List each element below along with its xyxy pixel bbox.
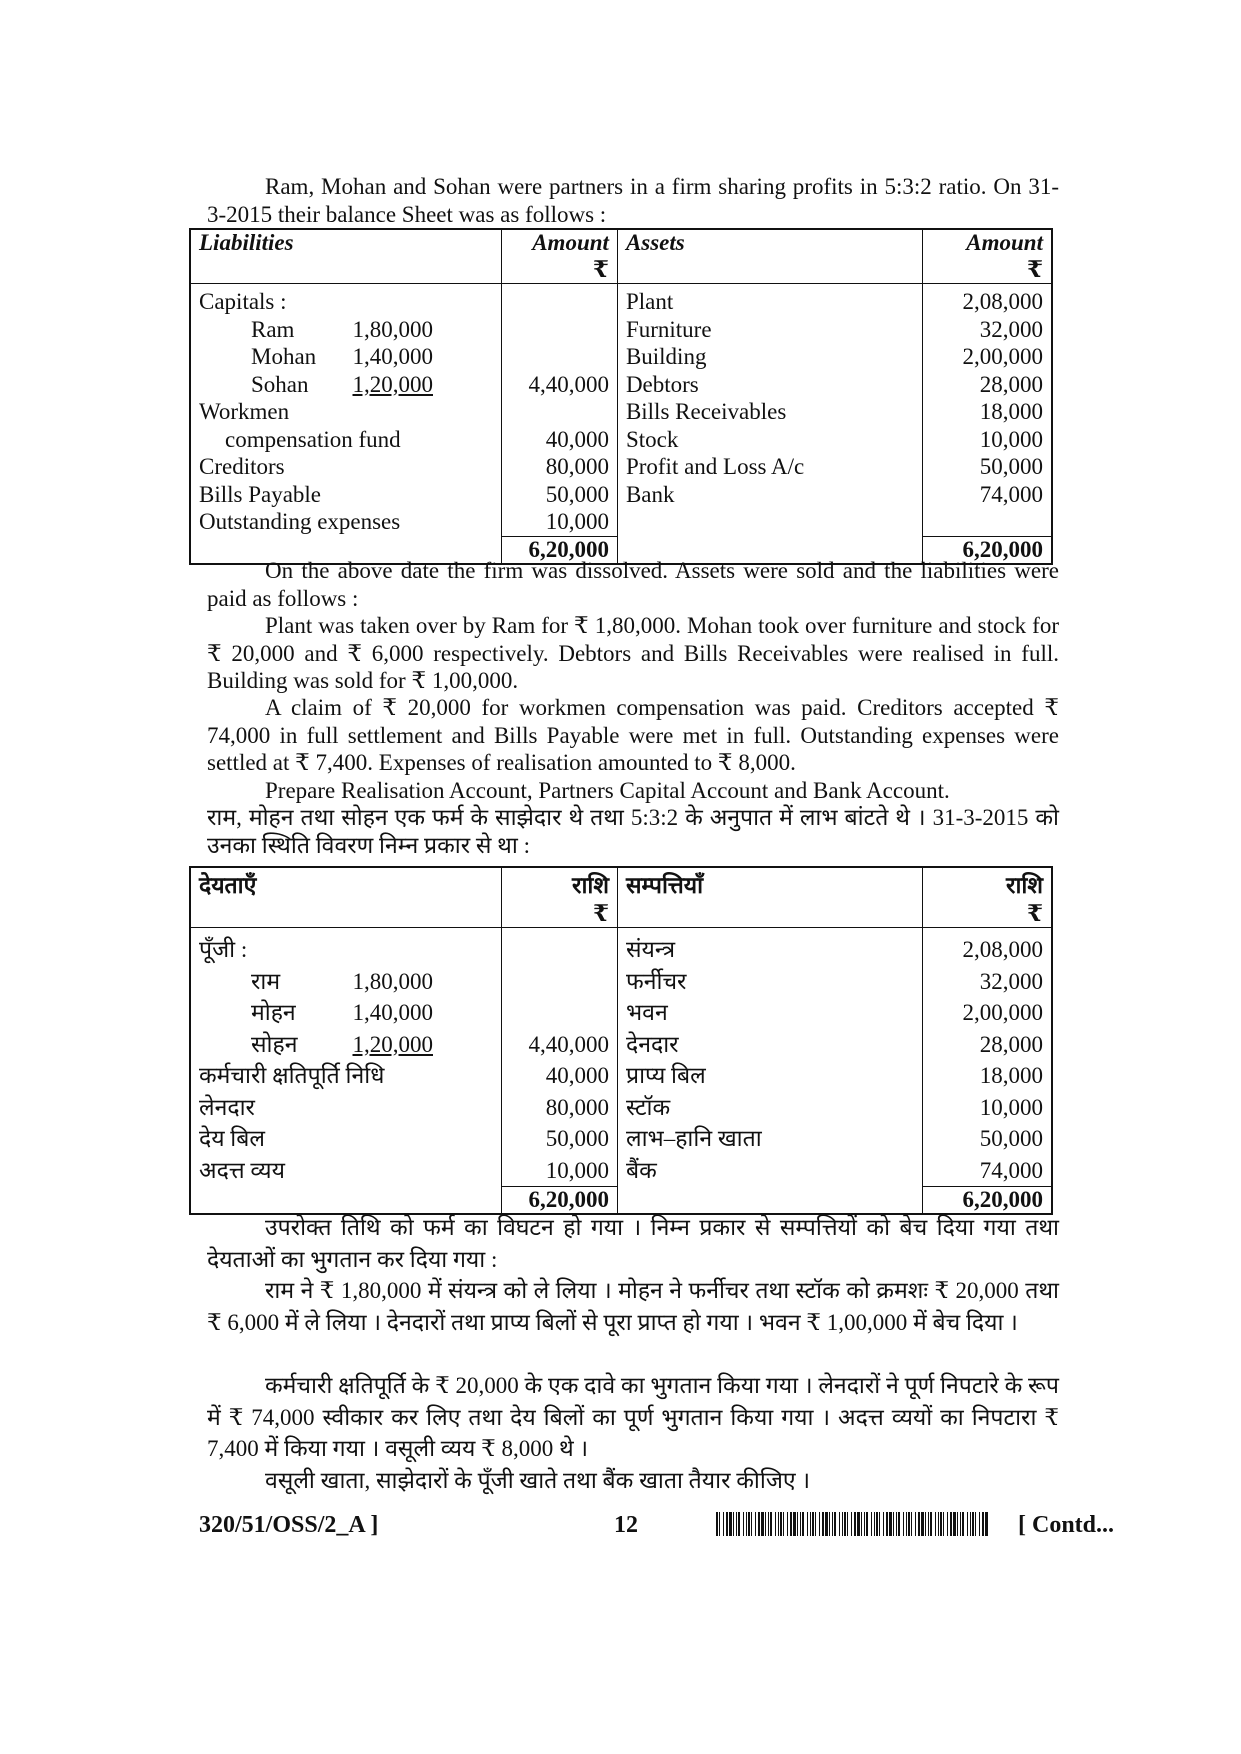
english-para-1: On the above date the firm was dissolved. Assets were sold and the liabilities were paid as follows : (207, 558, 1059, 611)
page-number: 12 (614, 1512, 638, 1538)
header-liabilities-hi: देयताएँ (190, 867, 502, 928)
continued-label: [ Contd... (1018, 1512, 1115, 1538)
english-balance-sheet (189, 228, 1053, 565)
hindi-para-1: उपरोक्त तिथि को फर्म का विघटन हो गया । निम्न प्रकार से सम्पत्तियों को बेच दिया गया तथा देयताओं का भुगतान कर दिया गया : (207, 1215, 1059, 1272)
header-liabilities: Liabilities (190, 229, 502, 284)
assets-total: 6,20,000 (922, 536, 1052, 564)
hindi-para-3: कर्मचारी क्षतिपूर्ति के ₹ 20,000 के एक दावे का भुगतान किया गया । लेनदारों ने पूर्ण निपटारे के रूप में ₹ 74,000 स्वीकार कर लिए तथा देय बिलों का पूर्ण भुगतान किया गया । अदत्त व्ययों का निपटारा ₹ 7,400 में किया गया । वसूली व्यय ₹ 8,000 थे । (207, 1373, 1059, 1461)
paper-code: 320/51/OSS/2_A ] (199, 1512, 379, 1538)
liabilities-total: 6,20,000 (502, 536, 618, 564)
header-amount-hi: राशि ₹ (502, 867, 618, 928)
header-amount-2: Amount ₹ (922, 229, 1052, 284)
hindi-para-4: वसूली खाता, साझेदारों के पूँजी खाते तथा बैंक खाता तैयार कीजिए । (265, 1468, 811, 1493)
english-para-2: Plant was taken over by Ram for ₹ 1,80,000. Mohan took over furniture and stock for ₹ 20,000 and ₹ 6,000 respectively. Debtors and Bills Receivables were realised in full. Building was sold for ₹ 1,00,000. (207, 613, 1059, 693)
header-assets: Assets (617, 229, 922, 284)
english-para-3: A claim of ₹ 20,000 for workmen compensation was paid. Creditors accepted ₹ 74,000 in full settlement and Bills Payable were met in full. Outstanding expenses were settled at ₹ 7,400. Expenses of realisation amounted to ₹ 8,000. (207, 695, 1059, 775)
english-para-4: Prepare Realisation Account, Partners Capital Account and Bank Account. (265, 778, 950, 803)
table-row: Capitals : Ram 1,80,000 Mohan 1,40,000 Sohan 1,20,000 Workmen compensation fund Creditors Bills Payable Outstanding expenses 4,40,000 40,000 80,000 50,000 10,000 Plant Furniture Building Debtors Bills Receivables Stock Profit and Loss A/c Bank 2,08,000 32,000 2,00,000 28,000 18,000 10,000 50,000 74,000 (190, 284, 1052, 537)
header-amount: Amount ₹ (502, 229, 618, 284)
barcode (716, 1512, 988, 1536)
hindi-balance-sheet (189, 866, 1053, 1215)
liabilities-total-hi: 6,20,000 (502, 1187, 618, 1215)
table-total-row (190, 1187, 1052, 1215)
english-intro: Ram, Mohan and Sohan were partners in a firm sharing profits in 5:3:2 ratio. On 31-3-2015 their balance Sheet was as follows : (207, 174, 1059, 227)
header-assets-hi: सम्पत्तियाँ (618, 867, 923, 928)
assets-total-hi: 6,20,000 (922, 1187, 1052, 1215)
hindi-para-2: राम ने ₹ 1,80,000 में संयन्त्र को ले लिया । मोहन ने फर्नीचर तथा स्टॉक को क्रमशः ₹ 20,000 तथा ₹ 6,000 में ले लिया । देनदारों तथा प्राप्य बिलों से पूरा प्राप्त हो गया । भवन ₹ 1,00,000 में बेच दिया । (207, 1278, 1059, 1335)
hindi-intro: राम, मोहन तथा सोहन एक फर्म के साझेदार थे तथा 5:3:2 के अनुपात में लाभ बांटते थे । 31-3-2015 को उनका स्थिति विवरण निम्न प्रकार से था : (207, 805, 1059, 858)
header-amount-2-hi: राशि ₹ (922, 867, 1052, 928)
table-row: पूँजी : राम 1,80,000 मोहन 1,40,000 सोहन 1,20,000 कर्मचारी क्षतिपूर्ति निधि लेनदार देय बिल अदत्त व्यय 4,40,000 40,000 80,000 50,000 10,000 संयन्त्र फर्नीचर भवन देनदार प्राप्य बिल स्टॉक लाभ–हानि खाता बैंक 2,08,000 32,000 2,00,000 28,000 18,000 10,000 50,000 74,000 (190, 928, 1052, 1187)
